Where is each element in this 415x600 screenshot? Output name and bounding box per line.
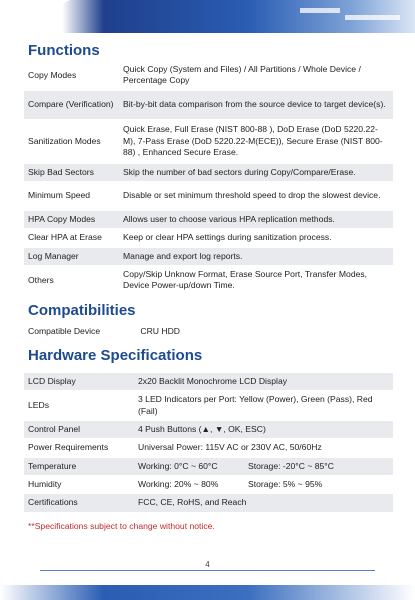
row-key: Log Manager xyxy=(24,247,119,265)
compatibility-row xyxy=(24,323,393,339)
row-value: Quick Erase, Full Erase (NIST 800-88 ), DoD Erase (DoD 5220.22-M), 7-Pass Erase (DoD 5220.22-M(ECE)), Secure Erase (NIST 800-88) , Enhanced Secure Erase. xyxy=(119,119,393,163)
table-row xyxy=(24,421,393,439)
table-row xyxy=(24,163,393,181)
table-row xyxy=(24,247,393,265)
row-value: Quick Copy (System and Files) / All Partitions / Whole Device / Percentage Copy xyxy=(119,61,393,90)
table-row xyxy=(24,439,393,457)
storage-humidity: Storage: 5% ~ 95% xyxy=(248,479,323,490)
row-value: Allows user to choose various HPA replication methods. xyxy=(119,211,393,229)
footnote: **Specifications subject to change without notice. xyxy=(28,521,215,531)
row-value: Manage and export log reports. xyxy=(119,247,393,265)
row-key: Humidity xyxy=(24,476,134,494)
page-number: 4 xyxy=(205,560,210,569)
banner-decoration xyxy=(300,8,340,13)
row-value: Copy/Skip Unknow Format, Erase Source Port, Transfer Modes, Device Power-up/down Time. xyxy=(119,266,393,296)
row-key: Certifications xyxy=(24,494,134,512)
row-key: LEDs xyxy=(24,391,134,421)
table-row xyxy=(24,119,393,163)
table-row xyxy=(24,229,393,247)
working-temperature: Working: 0°C ~ 60°C xyxy=(138,460,218,471)
row-key: Clear HPA at Erase xyxy=(24,229,119,247)
row-value xyxy=(134,457,393,475)
banner-decoration xyxy=(345,15,400,20)
table-row xyxy=(24,391,393,421)
row-value: 3 LED Indicators per Port: Yellow (Power), Green (Pass), Red (Fail) xyxy=(134,391,393,421)
row-value: Keep or clear HPA settings during sanitization process. xyxy=(119,229,393,247)
functions-heading: Functions xyxy=(28,42,100,59)
table-row xyxy=(24,182,393,211)
banner-cut xyxy=(0,0,70,33)
row-key: Power Requirements xyxy=(24,439,134,457)
table-row xyxy=(24,211,393,229)
row-key: Others xyxy=(24,266,119,296)
row-key: Copy Modes xyxy=(24,61,119,90)
row-key: Minimum Speed xyxy=(24,182,119,211)
row-value xyxy=(134,476,393,494)
compatibility-value: CRU HDD xyxy=(140,326,181,336)
row-value: Bit-by-bit data comparison from the source device to target device(s). xyxy=(119,90,393,119)
row-key: HPA Copy Modes xyxy=(24,211,119,229)
top-banner xyxy=(0,0,415,33)
row-value: FCC, CE, RoHS, and Reach xyxy=(134,494,393,512)
hardware-table xyxy=(24,373,393,513)
working-humidity: Working: 20% ~ 80% xyxy=(138,479,219,490)
functions-table xyxy=(24,61,393,296)
storage-temperature: Storage: -20°C ~ 85°C xyxy=(248,460,334,471)
row-value: Universal Power: 115V AC or 230V AC, 50/60Hz xyxy=(134,439,393,457)
row-value: 2x20 Backlit Monochrome LCD Display xyxy=(134,373,393,391)
row-key: Control Panel xyxy=(24,421,134,439)
table-row xyxy=(24,494,393,512)
row-key: Temperature xyxy=(24,457,134,475)
footer-divider xyxy=(40,570,375,571)
table-row xyxy=(24,90,393,119)
row-key: LCD Display xyxy=(24,373,134,391)
row-key: Skip Bad Sectors xyxy=(24,163,119,181)
row-value: Disable or set minimum threshold speed to drop the slowest device. xyxy=(119,182,393,211)
hardware-heading: Hardware Specifications xyxy=(28,347,203,364)
table-row xyxy=(24,266,393,296)
table-row xyxy=(24,61,393,90)
table-row xyxy=(24,373,393,391)
table-row xyxy=(24,457,393,475)
row-value: 4 Push Buttons (▲, ▼, OK, ESC) xyxy=(134,421,393,439)
row-value: Skip the number of bad sectors during Copy/Compare/Erase. xyxy=(119,163,393,181)
row-key: Sanitization Modes xyxy=(24,119,119,163)
table-row xyxy=(24,476,393,494)
row-key: Compare (Verification) xyxy=(24,90,119,119)
compatibility-key: Compatible Device xyxy=(28,326,101,336)
compatibilities-heading: Compatibilities xyxy=(28,302,136,319)
bottom-banner xyxy=(0,585,415,600)
